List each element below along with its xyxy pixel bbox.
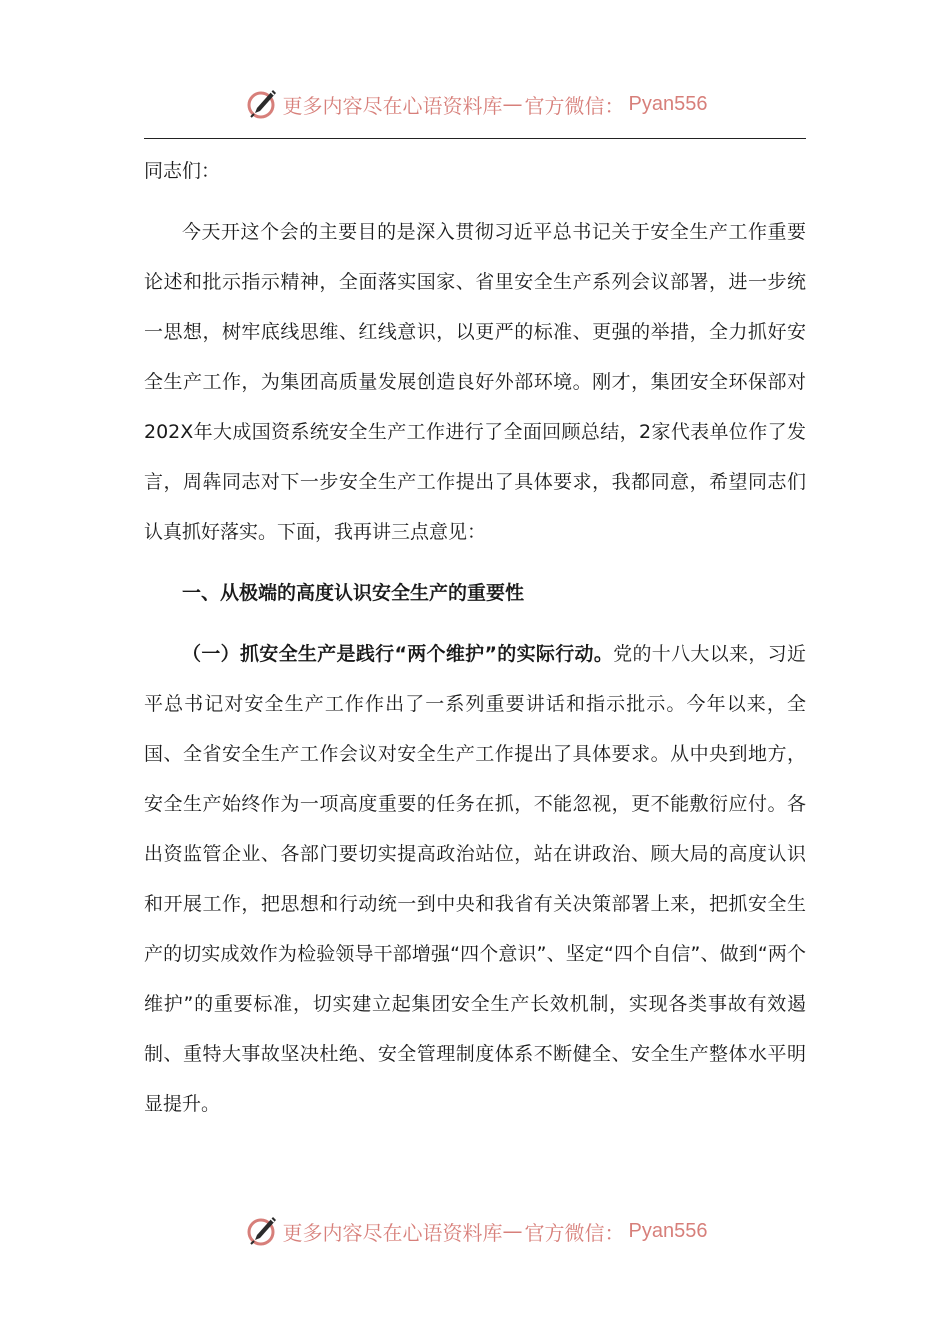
banner-separator: — [502,92,523,116]
subsection-body: 党的十八大以来，习近平总书记对安全生产工作作出了一系列重要讲话和指示批示。今年以来，全国、全省安全生产工作会议对安全生产工作提出了具体要求。从中央到地方，安全生产始终作为一项高度重要的任务在抓，不能忽视，更不能敷衍应付。各出资监管企业、各部门要切实提高政治站位，站在讲政治、顾大局的高度认识和开展工作，把思想和行动统一到中央和我省有关决策部署上来，把抓安全生产的切实成效作为检验领导干部增强“四个意识”、坚定“四个自信”、做到“两个维护”的重要标准，切实建立起集团安全生产长效机制，实现各类事故有效遏制、重特大事故坚决杜绝、安全管理制度体系不断健全、安全生产整体水平明显提升。 [144,643,806,1115]
header-banner [0,84,950,124]
footer-brand-text: 更多内容尽在心语资料库 [282,1220,503,1245]
banner-brand-text: 更多内容尽在心语资料库 [282,93,503,118]
banner-wechat-id: Pyan556 [628,92,708,115]
section-heading: 一、从极端的高度认识安全生产的重要性 [182,582,525,604]
footer-banner [0,1211,950,1251]
footer-wechat-id: Pyan556 [628,1219,708,1242]
salutation: 同志们： [144,160,221,182]
subsection-lead: （一）抓安全生产是践行“两个维护”的实际行动。 [182,643,614,665]
quill-pen-logo-icon [243,86,279,122]
footer-wechat-label: 官方微信： [524,1220,625,1245]
document-body [144,146,806,1129]
banner-wechat-label: 官方微信： [524,93,625,118]
quill-pen-logo-icon [243,1213,279,1249]
footer-separator: — [502,1219,523,1243]
header-divider [144,138,806,139]
intro-paragraph: 今天开这个会的主要目的是深入贯彻习近平总书记关于安全生产工作重要论述和批示指示精神，全面落实国家、省里安全生产系列会议部署，进一步统一思想，树牢底线思维、红线意识，以更严的标准、更强的举措，全力抓好安全生产工作，为集团高质量发展创造良好外部环境。刚才，集团安全环保部对202X年大成国资系统安全生产工作进行了全面回顾总结，2家代表单位作了发言，周犇同志对下一步安全生产工作提出了具体要求，我都同意，希望同志们认真抓好落实。下面，我再讲三点意见： [144,221,806,543]
subsection-paragraph [144,629,806,1129]
